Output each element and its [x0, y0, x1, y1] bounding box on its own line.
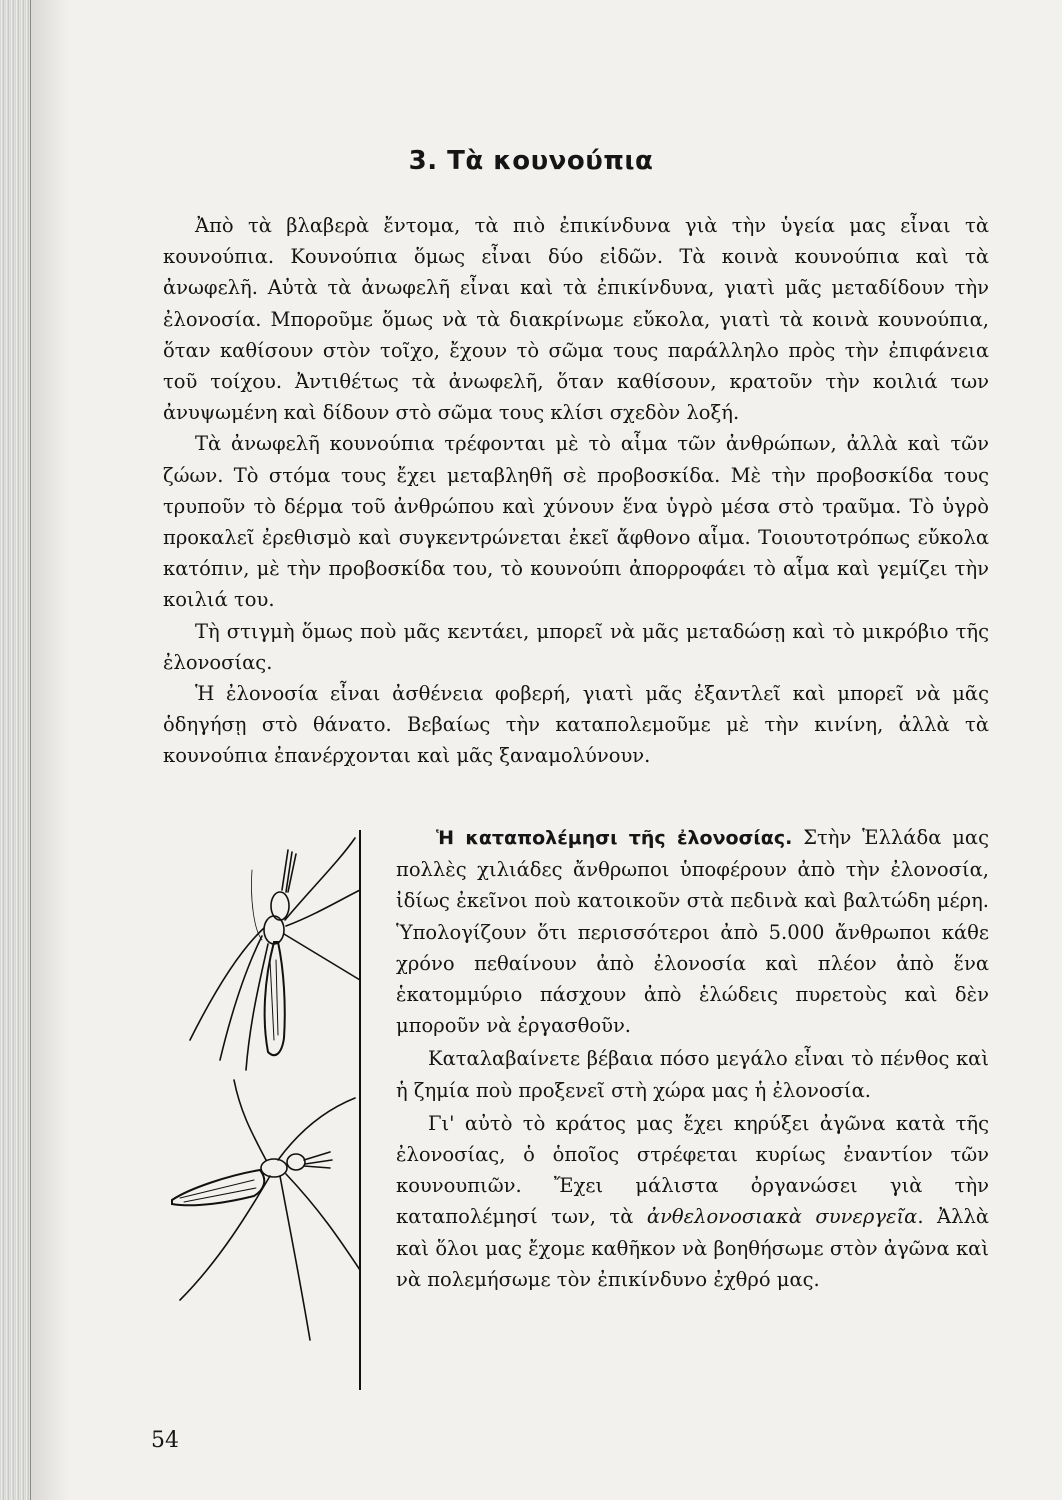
section-intro: Στὴν Ἑλλάδα μας πολλὲς χιλιάδες ἄνθρωποι ὑποφέρουν ἀπὸ τὴν ἐλονοσία, ἰδίως ἐκεῖνοι ποὺ κατοικοῦν στὰ πεδινὰ καὶ βαλτώδη μέρη. Ὑπολογίζουν ὅτι περισσότεροι ἀπὸ 5.000 ἄνθρωποι κάθε χρόνο πεθαίνουν ἀπὸ ἐλονοσία καὶ πλέον ἀπὸ ἕνα ἑκατομμύριο πάσχουν ἀπὸ ἑλώδεις πυρετοὺς καὶ δὲν μποροῦν νὰ ἐργασθοῦν.	[396, 826, 989, 1038]
paragraph: Ἡ ἐλονοσία εἶναι ἀσθένεια φοβερή, γιατὶ μᾶς ἐξαντλεῖ καὶ μπορεῖ νὰ μᾶς ὁδηγήσῃ στὸ θάνατο. Βεβαίως τὴν καταπολεμοῦμε μὲ τὴν κινίνη, ἀλλὰ τὰ κουνούπια ἐπανέρχονται καὶ μᾶς ξαναμολύνουν.	[163, 682, 989, 768]
paragraph: Τὴ στιγμὴ ὅμως ποὺ μᾶς κεντάει, μπορεῖ νὰ μᾶς μεταδώσῃ καὶ τὸ μικρόβιο τῆς ἐλονοσίας.	[163, 619, 989, 674]
paragraph-text: . Ἀλλὰ καὶ ὅλοι μας ἔχομε καθῆκον νὰ βοηθήσωμε στὸν ἀγῶνα καὶ νὰ πολεμήσωμε τὸν ἐπικίνδυνο ἐχθρό μας.	[396, 1205, 989, 1291]
section-paragraph: Καταλαβαίνετε βέβαια πόσο μεγάλο εἶναι τὸ πένθος καὶ ἡ ζημία ποὺ προξενεῖ στὴ χώρα μας ἡ ἐλονοσία.	[396, 1047, 989, 1102]
paragraph: Τὰ ἀνωφελῆ κουνούπια τρέφονται μὲ τὸ αἷμα τῶν ἀνθρώπων, ἀλλὰ καὶ τῶν ζώων. Τὸ στόμα τους ἔχει μεταβληθῆ σὲ προβοσκίδα. Μὲ τὴν προβοσκίδα τους τρυποῦν τὸ δέρμα τοῦ ἀνθρώπου καὶ χύνουν ἕνα ὑγρὸ μέσα στὸ τραῦμα. Τὸ ὑγρὸ προκαλεῖ ἐρεθισμὸ καὶ συγκεντρώνεται ἐκεῖ ἄφθονο αἷμα. Τοιουτοτρόπως εὔκολα κατόπιν, μὲ τὴν προβοσκίδα του, τὸ κουνούπι ἀπορροφάει τὸ αἷμα καὶ γεμίζει τὴν κοιλιά του.	[163, 432, 989, 612]
section-paragraph	[396, 1108, 989, 1295]
culex-mosquito-icon	[172, 1080, 360, 1340]
page-edge	[0, 0, 31, 1500]
anopheles-mosquito-icon	[190, 838, 360, 1070]
section-heading: Ἡ καταπολέμησι τῆς ἐλονοσίας.	[436, 827, 793, 849]
malaria-section	[396, 822, 989, 1295]
page-number: 54	[151, 1428, 179, 1453]
paragraph-text: Γι' αὐτὸ τὸ κράτος μας ἔχει κηρύξει ἀγῶνα κατὰ τῆς ἐλονοσίας, ὁ ὁποῖος στρέφεται κυρίως ἐναντίον τῶν κουνουπιῶν. Ἔχει μάλιστα ὀργανώσει γιὰ τὴν καταπολέμησί των, τὰ	[396, 1111, 989, 1229]
section-paragraph	[396, 822, 989, 1041]
paragraph: Ἀπὸ τὰ βλαβερὰ ἔντομα, τὰ πιὸ ἐπικίνδυνα γιὰ τὴν ὑγεία μας εἶναι τὰ κουνούπια. Κουνούπια ὅμως εἶναι δύο εἰδῶν. Τὰ κοινὰ κουνούπια καὶ τὰ ἀνωφελῆ. Αὐτὰ τὰ ἀνωφελῆ εἶναι καὶ τὰ ἐπικίνδυνα, γιατὶ μᾶς μεταδίδουν τὴν ἐλονοσία. Μποροῦμε ὅμως νὰ τὰ διακρίνωμε εὔκολα, γιατὶ τὰ κοινὰ κουνούπια, ὅταν καθίσουν στὸν τοῖχο, ἔχουν τὸ σῶμα τους παράλληλο πρὸς τὴν ἐπιφάνεια τοῦ τοίχου. Ἀντιθέτως τὰ ἀνωφελῆ, ὅταν καθίσουν, κρατοῦν τὴν κοιλιά των ἀνυψωμένη καὶ δίδουν στὸ σῶμα τους κλίσι σχεδὸν λοξή.	[163, 214, 989, 425]
emphasis-text: ἀνθελονοσιακὰ συνεργεῖα	[646, 1205, 918, 1229]
mosquito-illustration	[150, 830, 380, 1390]
main-text	[163, 210, 989, 772]
chapter-title: 3. Τὰ κουνούπια	[408, 146, 654, 176]
page-gutter-shadow	[30, 0, 70, 1500]
